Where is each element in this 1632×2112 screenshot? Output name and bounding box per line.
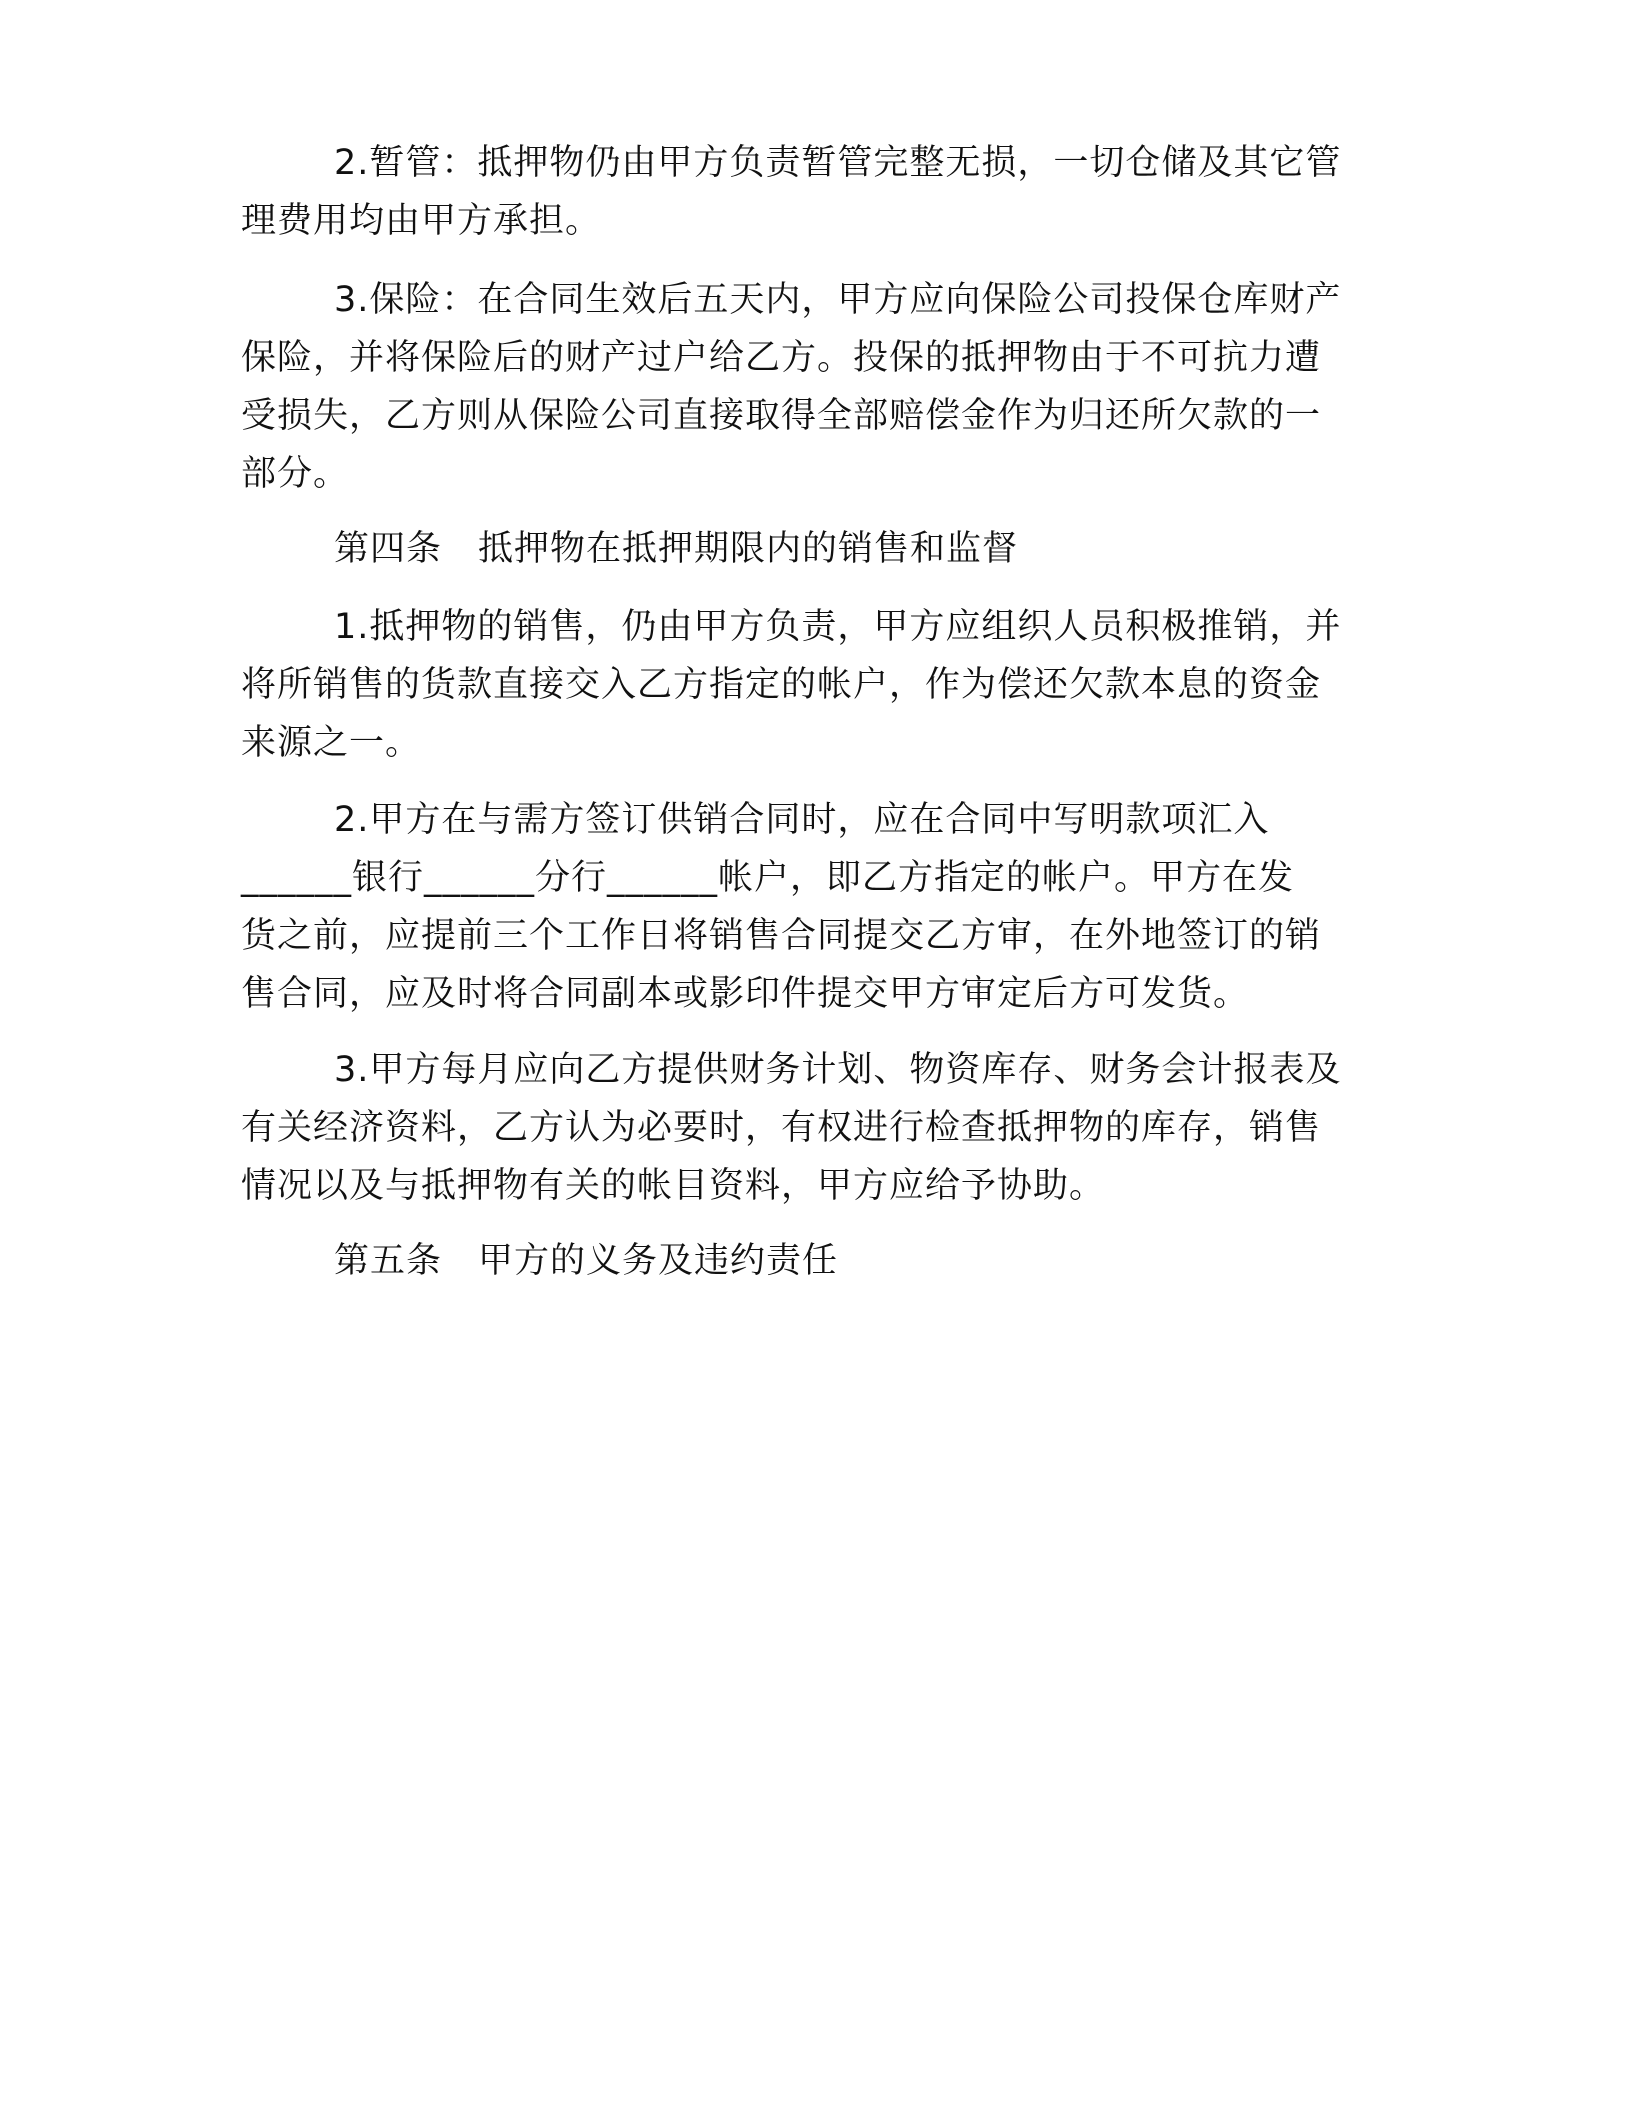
paragraph-line: 2.暂管：抵押物仍由甲方负责暂管完整无损，一切仓储及其它管 [334, 143, 1342, 183]
section-heading: 第五条 甲方的义务及违约责任 [334, 1241, 839, 1281]
paragraph-line: 受损失，乙方则从保险公司直接取得全部赔偿金作为归还所欠款的一 [241, 396, 1322, 436]
paragraph-line: 情况以及与抵押物有关的帐目资料，甲方应给予协助。 [241, 1166, 1106, 1206]
paragraph-line: 来源之一。 [241, 723, 422, 763]
paragraph-line: 3.保险：在合同生效后五天内，甲方应向保险公司投保仓库财产 [334, 280, 1342, 320]
paragraph-line: 部分。 [241, 454, 350, 494]
paragraph-line: ______银行______分行______帐户，即乙方指定的帐户。甲方在发 [241, 858, 1295, 898]
section-heading: 第四条 抵押物在抵押期限内的销售和监督 [334, 529, 1019, 569]
paragraph-line: 理费用均由甲方承担。 [241, 201, 602, 241]
paragraph-line: 将所销售的货款直接交入乙方指定的帐户，作为偿还欠款本息的资金 [241, 665, 1322, 705]
paragraph-line: 3.甲方每月应向乙方提供财务计划、物资库存、财务会计报表及 [334, 1050, 1342, 1090]
paragraph-line: 保险，并将保险后的财产过户给乙方。投保的抵押物由于不可抗力遭 [241, 338, 1322, 378]
paragraph-line: 货之前，应提前三个工作日将销售合同提交乙方审，在外地签订的销 [241, 916, 1322, 956]
paragraph-line: 1.抵押物的销售，仍由甲方负责，甲方应组织人员积极推销，并 [334, 607, 1342, 647]
paragraph-line: 售合同，应及时将合同副本或影印件提交甲方审定后方可发货。 [241, 974, 1250, 1014]
paragraph-line: 有关经济资料，乙方认为必要时，有权进行检查抵押物的库存，销售 [241, 1108, 1322, 1148]
paragraph-line: 2.甲方在与需方签订供销合同时，应在合同中写明款项汇入 [334, 800, 1270, 840]
